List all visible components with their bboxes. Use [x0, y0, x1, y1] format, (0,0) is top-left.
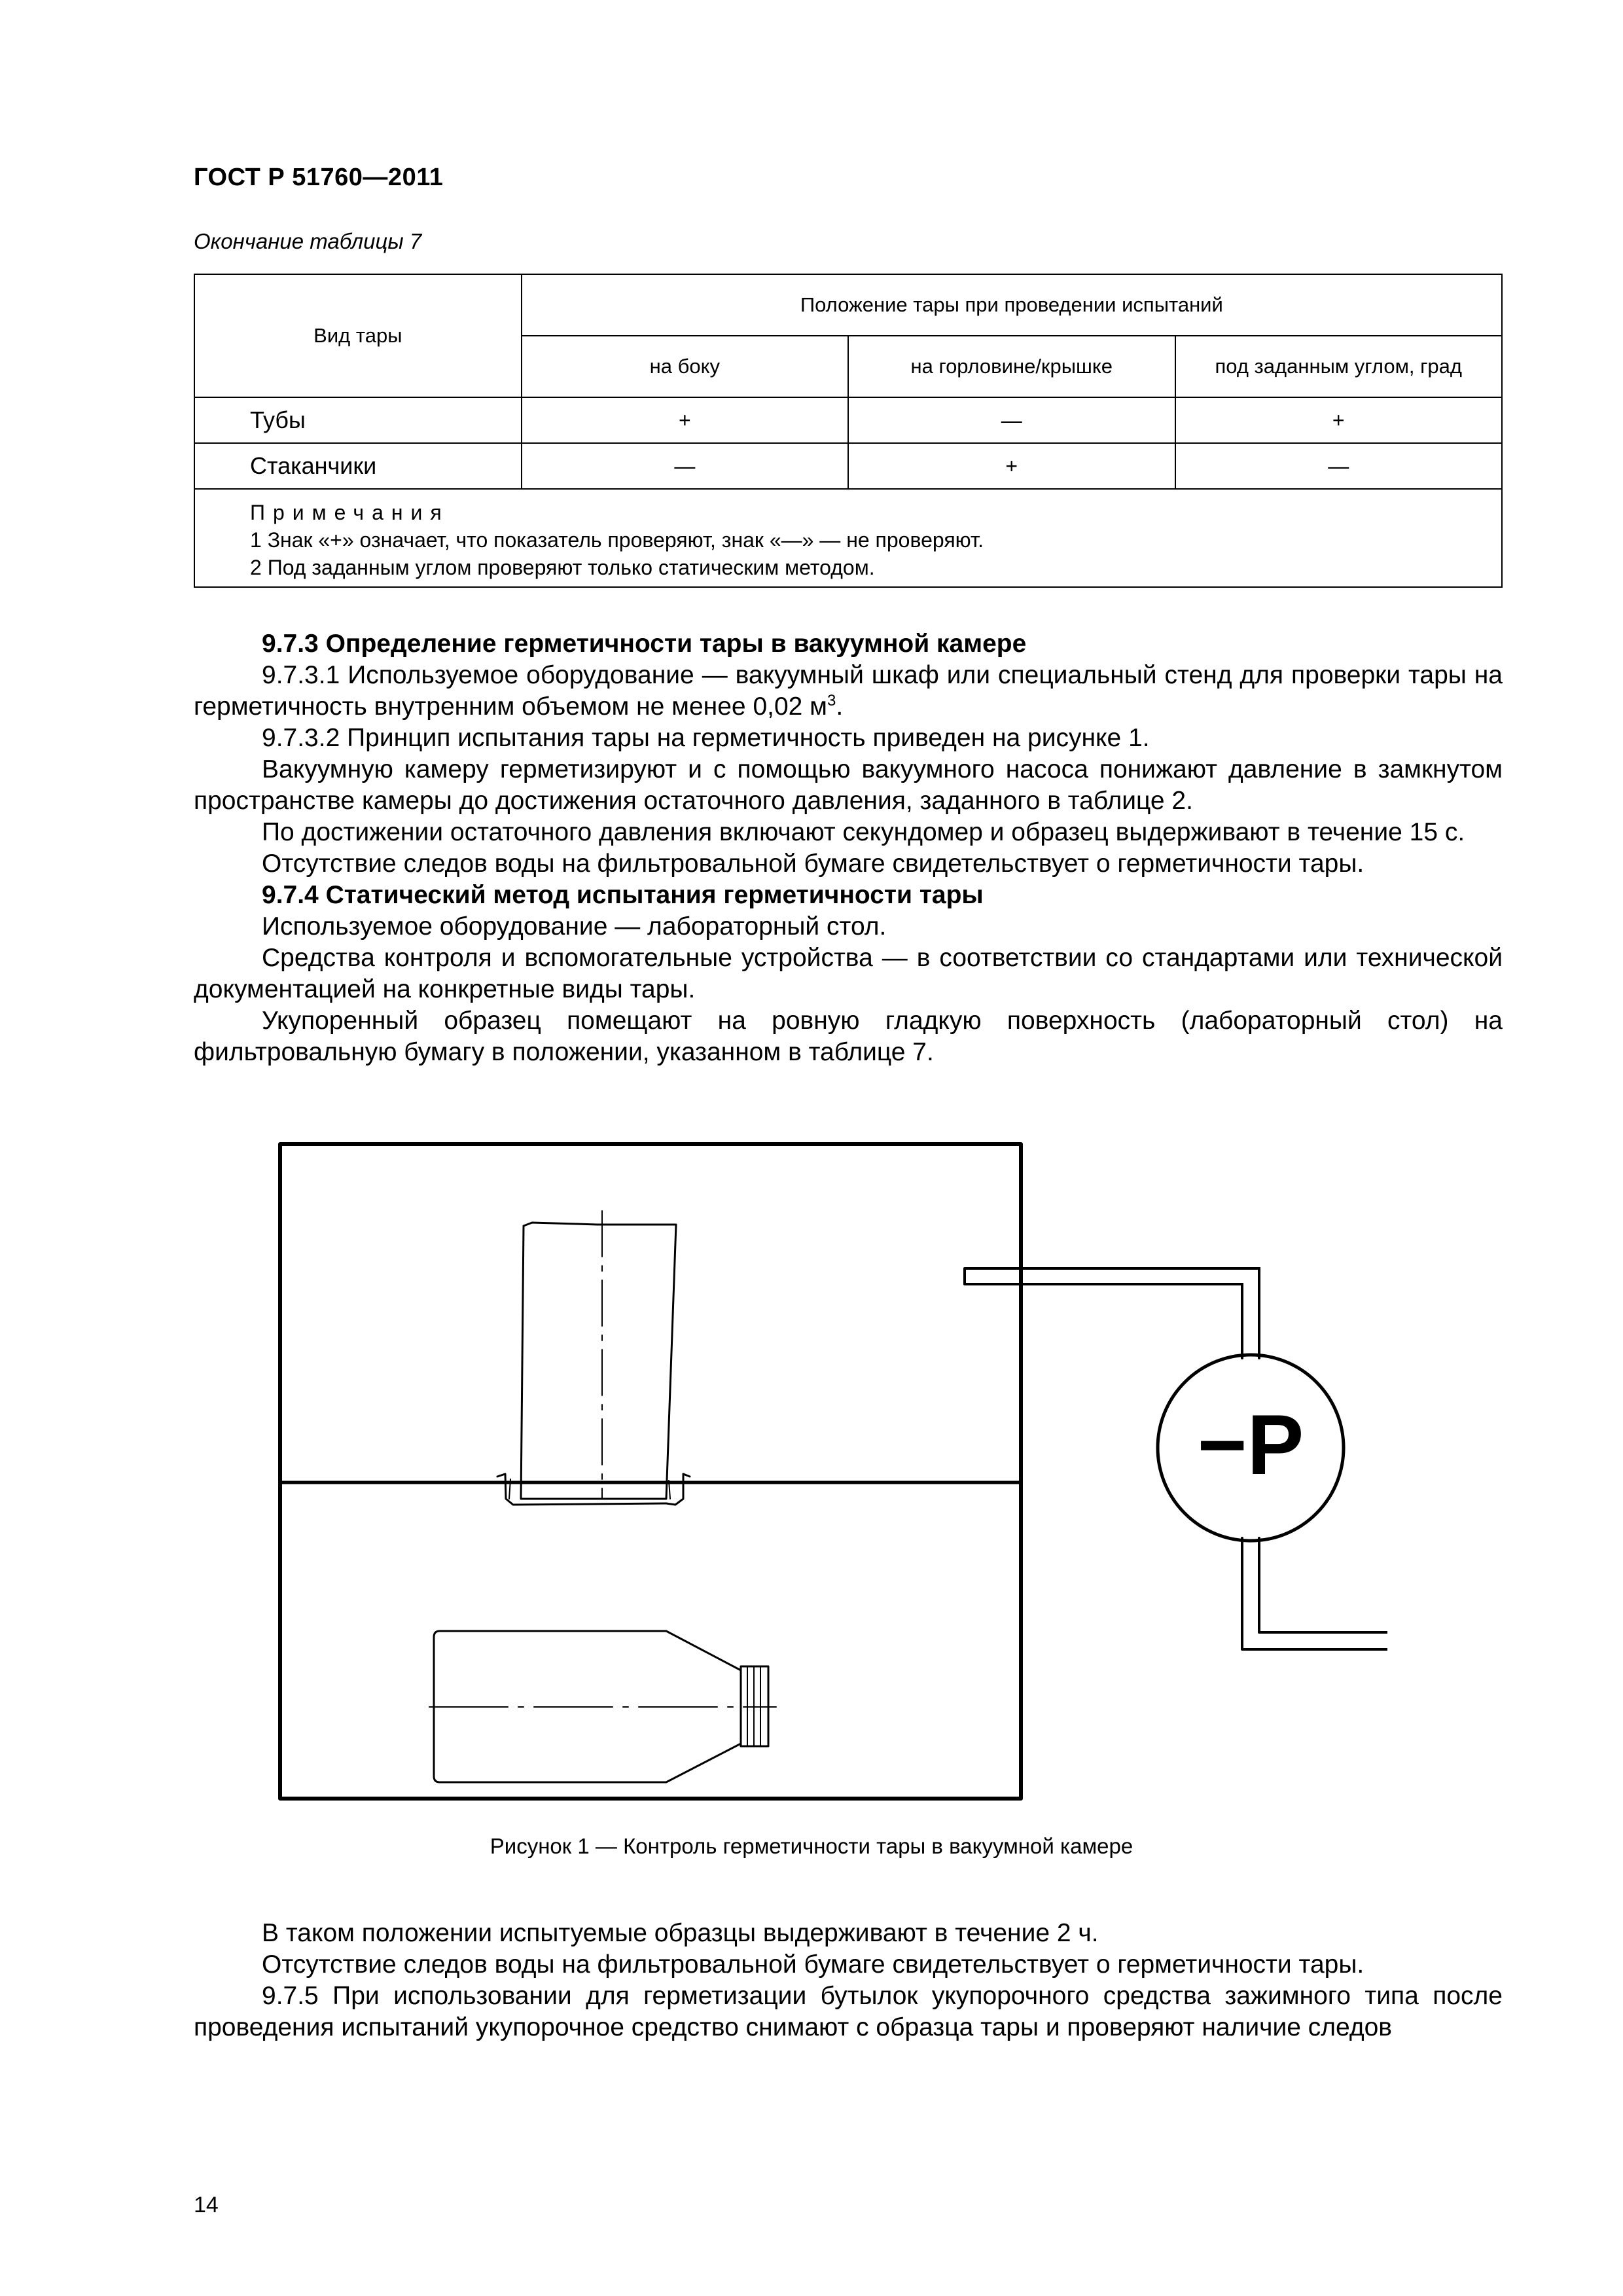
group-header-position: Положение тары при проведении испытаний — [522, 274, 1502, 336]
paragraph: По достижении остаточного давления включают секундомер и образец выдерживают в течение 15 с. — [262, 818, 1465, 846]
table-row — [194, 443, 1502, 489]
vacuum-chamber-outline — [280, 1144, 1021, 1799]
row-name: Стаканчики — [194, 443, 522, 489]
pump-label: −P — [1197, 1397, 1304, 1492]
paragraph: Используемое оборудование — лабораторный стол. — [262, 912, 887, 941]
cup-drawing — [497, 1211, 690, 1505]
superscript: 3 — [827, 692, 836, 709]
subheader-angle: под заданным углом, град — [1175, 336, 1503, 397]
cell-value: + — [522, 397, 848, 443]
paragraph: Отсутствие следов воды на фильтровальной бумаге свидетельствует о герметичности тары. — [262, 850, 1364, 878]
cell-value: — — [848, 397, 1175, 443]
paragraph — [194, 660, 1503, 723]
cell-value: — — [522, 443, 848, 489]
paragraph: Отсутствие следов воды на фильтровальной бумаге свидетельствует о герметичности тары. — [262, 1950, 1364, 1979]
note-1: 1 Знак «+» означает, что показатель проверяют, знак «—» — не проверяют. — [250, 528, 984, 552]
subheader-neck: на горловине/крышке — [848, 336, 1175, 397]
table-notes — [194, 489, 1502, 587]
document-header: ГОСТ Р 51760—2011 — [194, 164, 444, 191]
figure-caption: Рисунок 1 — Контроль герметичности тары в вакуумной камере — [490, 1834, 1133, 1858]
cell-value: — — [1175, 443, 1503, 489]
paragraph: Вакуумную камеру герметизируют и с помощью вакуумного насоса понижают давление в замкнутом пространстве камеры до достижения остаточного давления, заданного в таблице 2. — [194, 755, 1503, 815]
notes-title: Примечания — [250, 501, 450, 524]
subheader-side: на боку — [522, 336, 848, 397]
paragraph: Средства контроля и вспомогательные устройства — в соответствии со стандартами или технической документацией на конкретные виды тары. — [194, 944, 1503, 1003]
pump-piping — [965, 1268, 1387, 1649]
paragraph: Укупоренный образец помещают на ровную гладкую поверхность (лабораторный стол) на фильтровальную бумагу в положении, указанном в таблице 7. — [194, 1007, 1503, 1066]
section-9-7-3 — [194, 628, 1503, 1068]
bottle-drawing — [429, 1631, 776, 1782]
table-caption: Окончание таблицы 7 — [194, 229, 422, 253]
figure-vacuum-chamber — [275, 1132, 1387, 1813]
cell-value: + — [848, 443, 1175, 489]
paragraph: 9.7.5 При использовании для герметизации бутылок укупорочного средства зажимного типа после проведения испытаний укупорочное средство снимают с образца тары и проверяют наличие следов — [194, 1982, 1503, 2041]
cell-value: + — [1175, 397, 1503, 443]
table-row — [194, 397, 1502, 443]
table-7 — [194, 274, 1503, 588]
col-header-type: Вид тары — [194, 274, 522, 397]
section-continuation — [194, 1918, 1503, 2043]
section-heading: 9.7.4 Статический метод испытания герметичности тары — [262, 881, 984, 909]
paragraph-text: 9.7.3.1 Используемое оборудование — вакуумный шкаф или специальный стенд для проверки тары на герметичность внутренним объемом не менее 0,02 м — [194, 661, 1503, 721]
row-name: Тубы — [194, 397, 522, 443]
paragraph: В таком положении испытуемые образцы выдерживают в течение 2 ч. — [262, 1919, 1099, 1947]
note-2: 2 Под заданным углом проверяют только статическим методом. — [250, 556, 875, 579]
paragraph-end: . — [836, 692, 844, 721]
paragraph: 9.7.3.2 Принцип испытания тары на герметичность приведен на рисунке 1. — [262, 724, 1150, 752]
page-number: 14 — [194, 2193, 219, 2217]
section-heading: 9.7.3 Определение герметичности тары в вакуумной камере — [262, 630, 1027, 658]
